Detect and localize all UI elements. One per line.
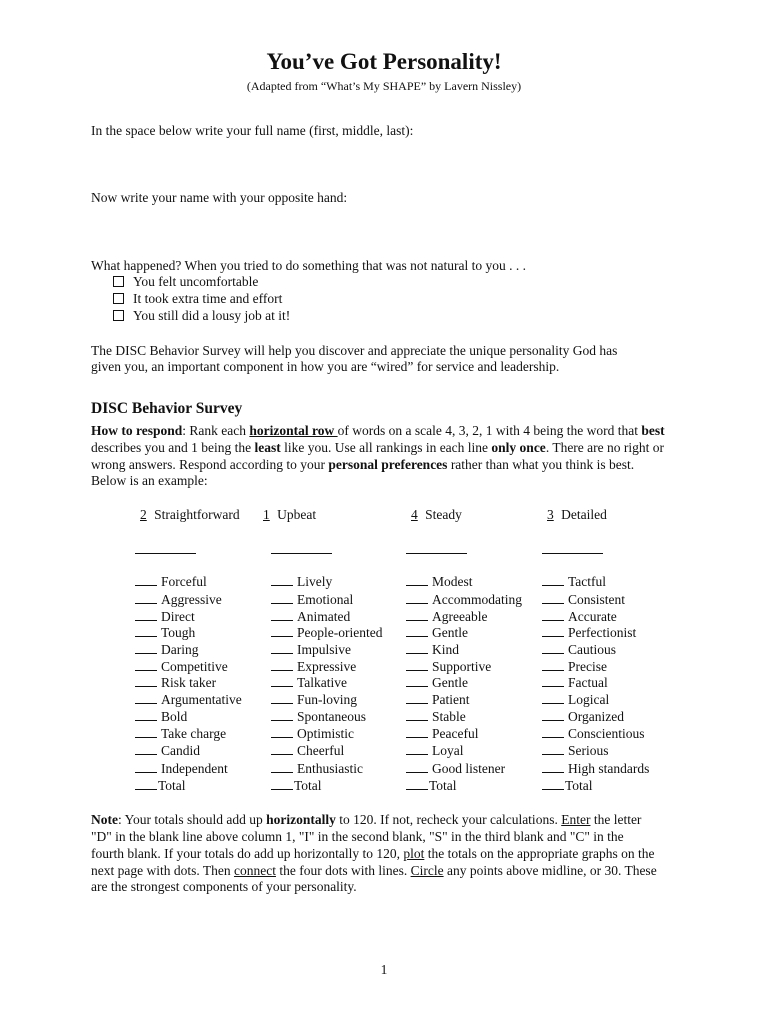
- rank-blank[interactable]: [406, 742, 428, 755]
- rank-blank[interactable]: [135, 608, 157, 621]
- survey-word: Organized: [568, 709, 624, 724]
- rank-blank[interactable]: [406, 608, 428, 621]
- howto-line: Below is an example:: [91, 473, 208, 488]
- note-text: the letter: [590, 812, 642, 827]
- survey-row-item: [406, 725, 478, 742]
- howto-emphasis: personal preferences: [328, 457, 448, 472]
- note-emphasis: Enter: [561, 812, 591, 827]
- survey-word: Competitive: [161, 659, 228, 674]
- howto-emphasis: least: [254, 440, 281, 455]
- survey-word: Kind: [432, 642, 459, 657]
- survey-row-item: [406, 760, 505, 777]
- note-line: [91, 862, 657, 879]
- survey-row-item: [406, 742, 464, 759]
- survey-word: Bold: [161, 709, 188, 724]
- survey-word: Independent: [161, 761, 228, 776]
- total-blank[interactable]: [271, 777, 293, 790]
- survey-word: Good listener: [432, 761, 506, 776]
- survey-word: Perfectionist: [568, 625, 637, 640]
- checkbox-icon[interactable]: [113, 310, 124, 321]
- example-word: Upbeat: [277, 507, 317, 522]
- survey-word: Stable: [432, 709, 466, 724]
- survey-word: Tactful: [568, 574, 607, 589]
- column-letter-blank[interactable]: [406, 553, 467, 554]
- survey-row-item: [406, 624, 468, 641]
- survey-row-item: [271, 641, 351, 658]
- survey-row-item: [406, 708, 466, 725]
- survey-row-item: [542, 573, 606, 590]
- survey-word: Cautious: [568, 642, 617, 657]
- survey-row-item: [542, 591, 625, 608]
- checkbox-label: It took extra time and effort: [133, 290, 283, 306]
- checkbox-icon[interactable]: [113, 293, 124, 304]
- total-blank[interactable]: [135, 777, 157, 790]
- note-text: : Your totals should add up: [118, 812, 267, 827]
- survey-word: Take charge: [161, 726, 227, 741]
- howto-line: [91, 456, 634, 473]
- page-title: You’ve Got Personality!: [266, 49, 502, 74]
- note-text: to 120. If not, recheck your calculations.: [335, 812, 562, 827]
- howto-line: [91, 422, 665, 439]
- rank-blank[interactable]: [406, 624, 428, 637]
- rank-blank[interactable]: [135, 591, 157, 604]
- rank-blank[interactable]: [271, 641, 293, 654]
- rank-blank[interactable]: [542, 608, 564, 621]
- column-total: [542, 777, 593, 794]
- survey-row-item: [271, 708, 366, 725]
- survey-word: Direct: [161, 609, 195, 624]
- checkbox-option[interactable]: [113, 273, 258, 289]
- page-subtitle: (Adapted from “What’s My SHAPE” by Lavern Nissley): [246, 79, 522, 93]
- survey-row-item: [135, 608, 195, 625]
- survey-row-item: [542, 742, 609, 759]
- checkbox-option[interactable]: [113, 290, 282, 306]
- rank-blank[interactable]: [271, 760, 293, 773]
- howto-label: How to respond: [91, 423, 183, 438]
- survey-row-item: [135, 674, 216, 691]
- full-name-prompt: In the space below write your full name (first, middle, last):: [91, 123, 414, 138]
- survey-row-item: [271, 624, 382, 641]
- rank-blank[interactable]: [406, 641, 428, 654]
- rank-blank[interactable]: [271, 674, 293, 687]
- rank-blank[interactable]: [135, 674, 157, 687]
- howto-text: rather than what you think is best.: [447, 457, 635, 472]
- rank-blank[interactable]: [542, 658, 564, 671]
- survey-row-item: [542, 725, 645, 742]
- rank-blank[interactable]: [135, 760, 157, 773]
- survey-word: Precise: [568, 659, 607, 674]
- survey-word: Conscientious: [568, 726, 645, 741]
- howto-text: of words on a scale 4, 3, 2, 1 with 4 being the word that: [337, 423, 642, 438]
- survey-word: Peaceful: [432, 726, 479, 741]
- rank-blank[interactable]: [135, 725, 157, 738]
- column-total: [135, 777, 186, 794]
- example-item: [404, 506, 462, 523]
- survey-word: Patient: [432, 692, 470, 707]
- example-item: [133, 506, 240, 523]
- survey-row-item: [135, 658, 228, 675]
- survey-row-item: [542, 641, 616, 658]
- survey-word: Loyal: [432, 743, 464, 758]
- survey-row-item: [406, 591, 522, 608]
- rank-blank[interactable]: [271, 725, 293, 738]
- intro-line: given you, an important component in how you are “wired” for service and leadership.: [91, 359, 560, 374]
- intro-line: The DISC Behavior Survey will help you discover and appreciate the unique personality God has: [91, 343, 618, 358]
- survey-word: Supportive: [432, 659, 492, 674]
- survey-word: Modest: [432, 574, 473, 589]
- survey-word: Expressive: [297, 659, 357, 674]
- survey-word: High standards: [568, 761, 650, 776]
- survey-row-item: [542, 674, 608, 691]
- rank-blank[interactable]: [271, 742, 293, 755]
- rank-blank[interactable]: [135, 691, 157, 704]
- rank-blank[interactable]: [271, 608, 293, 621]
- rank-blank[interactable]: [542, 573, 564, 586]
- survey-word: Animated: [297, 609, 351, 624]
- howto-emphasis: horizontal row: [249, 423, 338, 438]
- survey-row-item: [135, 591, 222, 608]
- total-blank[interactable]: [406, 777, 428, 790]
- checkbox-icon[interactable]: [113, 276, 124, 287]
- survey-word: Emotional: [297, 592, 354, 607]
- rank-blank[interactable]: [542, 708, 564, 721]
- note-emphasis: plot: [403, 846, 425, 861]
- survey-row-item: [271, 725, 354, 742]
- note-text: next page with dots. Then: [91, 863, 234, 878]
- survey-word: Agreeable: [432, 609, 488, 624]
- column-letter-blank[interactable]: [135, 553, 196, 554]
- rank-blank[interactable]: [271, 691, 293, 704]
- rank-blank[interactable]: [542, 591, 564, 604]
- howto-text: describes you and 1 being the: [91, 440, 255, 455]
- note-text: any points above midline, or 30. These: [443, 863, 657, 878]
- survey-word: Tough: [161, 625, 196, 640]
- survey-word: Enthusiastic: [297, 761, 363, 776]
- example-rank: 2: [140, 507, 147, 522]
- howto-line: [91, 439, 664, 456]
- rank-blank[interactable]: [542, 641, 564, 654]
- survey-word: Impulsive: [297, 642, 351, 657]
- survey-row-item: [542, 608, 617, 625]
- survey-row-item: [271, 608, 350, 625]
- survey-word: Daring: [161, 642, 199, 657]
- survey-row-item: [135, 725, 226, 742]
- howto-emphasis: only once: [491, 440, 546, 455]
- rank-blank[interactable]: [271, 708, 293, 721]
- rank-blank[interactable]: [271, 658, 293, 671]
- rank-blank[interactable]: [542, 760, 564, 773]
- survey-word: Accurate: [568, 609, 617, 624]
- what-happened-prompt: What happened? When you tried to do something that was not natural to you . . .: [91, 258, 527, 273]
- rank-blank[interactable]: [406, 591, 428, 604]
- survey-word: Spontaneous: [297, 709, 366, 724]
- survey-row-item: [135, 624, 195, 641]
- survey-word: Factual: [568, 675, 608, 690]
- survey-row-item: [135, 641, 199, 658]
- rank-blank[interactable]: [542, 725, 564, 738]
- column-total: [406, 777, 457, 794]
- rank-blank[interactable]: [542, 674, 564, 687]
- example-rank: 4: [411, 507, 418, 522]
- example-item: [256, 506, 316, 523]
- survey-row-item: [542, 708, 624, 725]
- survey-word: Optimistic: [297, 726, 354, 741]
- survey-row-item: [542, 624, 636, 641]
- column-total: [271, 777, 322, 794]
- rank-blank[interactable]: [406, 725, 428, 738]
- rank-blank[interactable]: [406, 658, 428, 671]
- example-word: Detailed: [561, 507, 607, 522]
- survey-word: Gentle: [432, 625, 468, 640]
- survey-word: Forceful: [161, 574, 207, 589]
- page-number: 1: [380, 962, 388, 977]
- survey-row-item: [406, 658, 491, 675]
- survey-row-item: [542, 658, 607, 675]
- rank-blank[interactable]: [135, 658, 157, 671]
- survey-word: Candid: [161, 743, 200, 758]
- opposite-hand-prompt: Now write your name with your opposite hand:: [91, 190, 348, 205]
- note-text: the four dots with lines.: [275, 863, 411, 878]
- survey-row-item: [406, 674, 468, 691]
- rank-blank[interactable]: [406, 691, 428, 704]
- survey-row-item: [271, 674, 347, 691]
- note-emphasis: connect: [233, 863, 276, 878]
- survey-word: Risk taker: [161, 675, 217, 690]
- column-letter-blank[interactable]: [271, 553, 332, 554]
- rank-blank[interactable]: [406, 760, 428, 773]
- howto-emphasis: best: [641, 423, 665, 438]
- survey-word: Talkative: [297, 675, 348, 690]
- rank-blank[interactable]: [542, 742, 564, 755]
- note-line: [91, 845, 655, 862]
- checkbox-label: You still did a lousy job at it!: [133, 307, 291, 323]
- survey-row-item: [271, 742, 344, 759]
- survey-word: Cheerful: [297, 743, 345, 758]
- rank-blank[interactable]: [135, 742, 157, 755]
- example-word: Straightforward: [154, 507, 240, 522]
- survey-row-item: [135, 708, 187, 725]
- rank-blank[interactable]: [271, 591, 293, 604]
- note-line: are the strongest components of your personality.: [91, 879, 357, 894]
- total-label: Total: [429, 778, 457, 793]
- survey-row-item: [271, 658, 356, 675]
- total-label: Total: [158, 778, 186, 793]
- example-rank: 3: [547, 507, 554, 522]
- survey-row-item: [135, 691, 242, 708]
- total-label: Total: [294, 778, 322, 793]
- survey-row-item: [271, 573, 332, 590]
- rank-blank[interactable]: [406, 573, 428, 586]
- survey-word: Aggressive: [161, 592, 222, 607]
- survey-word: Gentle: [432, 675, 468, 690]
- survey-word: Logical: [568, 692, 610, 707]
- note-text: fourth blank. If your totals do add up horizontally to 120,: [91, 846, 404, 861]
- howto-text: like you. Use all rankings in each line: [280, 440, 492, 455]
- note-line: "D" in the blank line above column 1, "I" in the second blank, "S" in the third blank and "C" in the: [91, 829, 624, 844]
- howto-text: : Rank each: [182, 423, 250, 438]
- survey-row-item: [542, 691, 609, 708]
- rank-blank[interactable]: [135, 708, 157, 721]
- note-label: Note: [91, 812, 118, 827]
- total-blank[interactable]: [542, 777, 564, 790]
- rank-blank[interactable]: [135, 573, 157, 586]
- note-text: the totals on the appropriate graphs on the: [424, 846, 655, 861]
- survey-row-item: [135, 760, 228, 777]
- howto-text: . There are no right or: [545, 440, 665, 455]
- total-label: Total: [565, 778, 593, 793]
- survey-word: Fun-loving: [297, 692, 358, 707]
- survey-word: Lively: [297, 574, 333, 589]
- checkbox-label: You felt uncomfortable: [133, 273, 259, 289]
- rank-blank[interactable]: [271, 573, 293, 586]
- note-emphasis: horizontally: [266, 812, 336, 827]
- survey-row-item: [135, 742, 200, 759]
- survey-row-item: [406, 691, 470, 708]
- rank-blank[interactable]: [135, 641, 157, 654]
- survey-word: Consistent: [568, 592, 626, 607]
- survey-word: Serious: [568, 743, 609, 758]
- example-word: Steady: [425, 507, 462, 522]
- survey-row-item: [406, 641, 459, 658]
- survey-word: Accommodating: [432, 592, 522, 607]
- rank-blank[interactable]: [406, 674, 428, 687]
- rank-blank[interactable]: [542, 691, 564, 704]
- howto-text: wrong answers. Respond according to your: [91, 457, 329, 472]
- rank-blank[interactable]: [542, 624, 564, 637]
- survey-heading: DISC Behavior Survey: [91, 400, 243, 417]
- rank-blank[interactable]: [135, 624, 157, 637]
- survey-row-item: [135, 573, 207, 590]
- survey-row-item: [406, 608, 487, 625]
- survey-row-item: [406, 573, 473, 590]
- survey-row-item: [271, 760, 363, 777]
- example-item: [540, 506, 607, 523]
- note-emphasis: Circle: [410, 863, 444, 878]
- survey-word: Argumentative: [161, 692, 242, 707]
- note-line: [91, 811, 641, 828]
- survey-row-item: [271, 691, 357, 708]
- survey-row-item: [542, 760, 649, 777]
- checkbox-option[interactable]: [113, 307, 290, 323]
- survey-word: People-oriented: [297, 625, 383, 640]
- rank-blank[interactable]: [406, 708, 428, 721]
- column-letter-blank[interactable]: [542, 553, 603, 554]
- example-rank: 1: [263, 507, 270, 522]
- rank-blank[interactable]: [271, 624, 293, 637]
- survey-row-item: [271, 591, 353, 608]
